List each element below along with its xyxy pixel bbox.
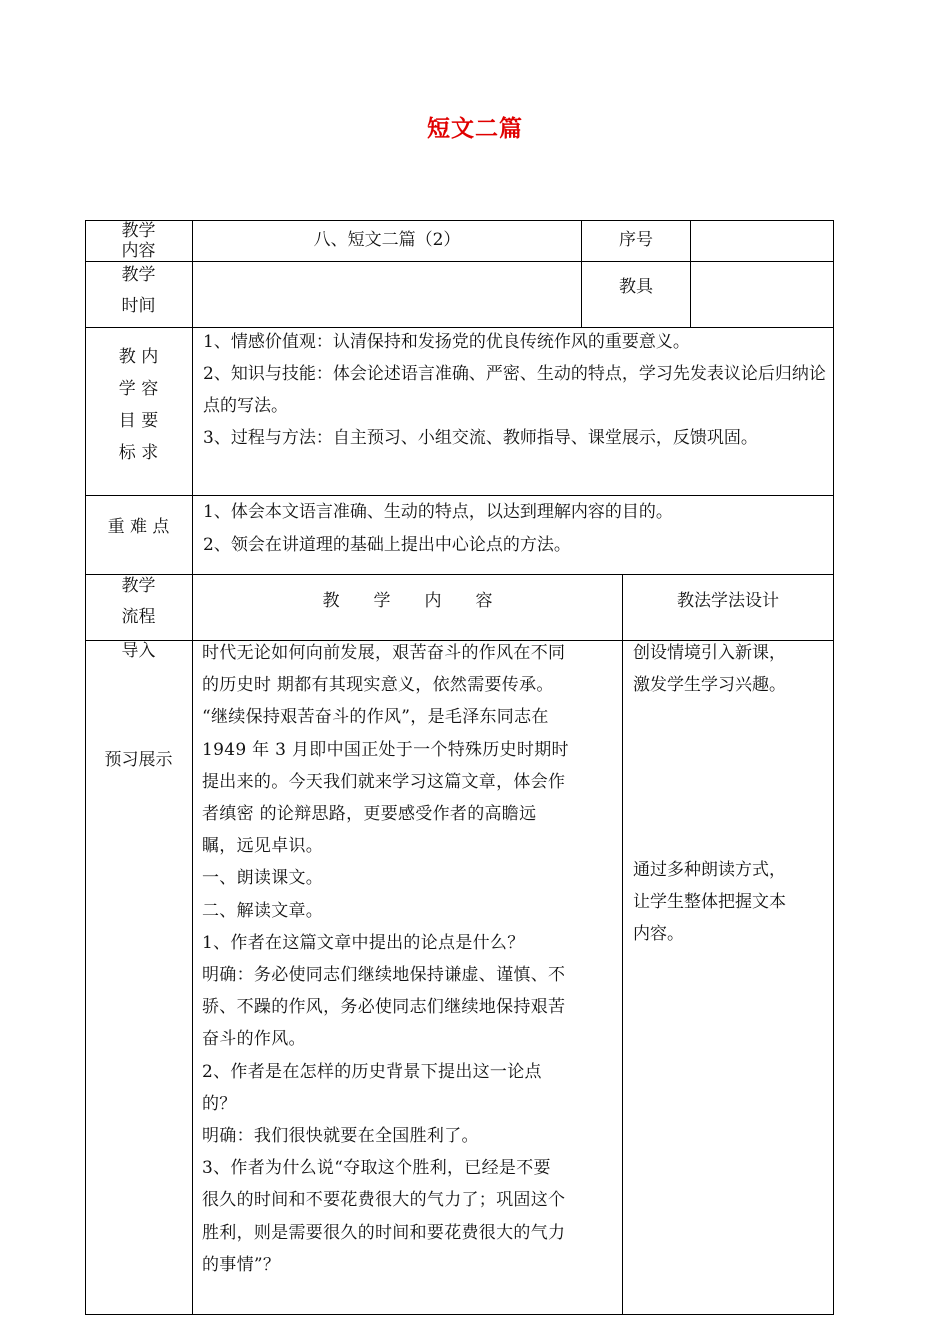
- content-line: 胜利，则是需要很久的时间和要花费很大的气力: [202, 1222, 566, 1243]
- column-divider: [690, 220, 691, 327]
- objective-item: 3、过程与方法：自主预习、小组交流、教师指导、课堂展示，反馈巩固。: [203, 428, 758, 448]
- content-line: 1949 年 3 月即中国正处于一个特殊历史时期时: [202, 739, 569, 760]
- key-point-item: 2、领会在讲道理的基础上提出中心论点的方法。: [203, 535, 571, 555]
- content-line: 明确：务必使同志们继续地保持谦虚、谨慎、不: [202, 965, 566, 986]
- method-note-reading: [633, 854, 829, 950]
- content-line: 的历史时 期都有其现实意义，依然需要传承。: [202, 675, 554, 696]
- content-line: 提出来的。今天我们就来学习这篇文章，体会作: [202, 771, 566, 792]
- row-divider: [85, 574, 834, 575]
- content-line: 很久的时间和不要花费很大的气力了；巩固这个: [202, 1190, 566, 1211]
- teaching-content-body: [202, 637, 618, 1281]
- method-note-line: 创设情境引入新课，: [633, 643, 786, 663]
- key-point-item: 1、体会本文语言准确、生动的特点，以达到理解内容的目的。: [203, 502, 673, 522]
- stage-intro-label: 导入: [121, 641, 156, 661]
- key-points-content: [203, 496, 827, 562]
- document-title: 短文二篇: [427, 115, 523, 142]
- key-points-label: 重 难 点: [107, 517, 170, 537]
- process-label: [85, 571, 192, 633]
- table-border-right: [833, 220, 834, 1315]
- method-note-line: 让学生整体把握文本: [633, 892, 786, 912]
- process-label-line2: 流程: [121, 607, 156, 627]
- method-note-intro: [633, 637, 829, 701]
- content-line: 者缜密 的论辩思路，更要感受作者的高瞻远: [202, 804, 537, 825]
- teaching-content-label: 教学内容: [121, 221, 156, 261]
- content-column-header: 教 学 内 容: [322, 591, 493, 611]
- content-line: 明确：我们很快就要在全国胜利了。: [202, 1126, 479, 1147]
- method-column-header: 教法学法设计: [677, 591, 779, 611]
- content-line: 一、朗读课文。: [202, 868, 324, 889]
- objectives-label-line4: 标 求: [118, 443, 159, 463]
- teaching-tools-label: 教具: [619, 277, 653, 297]
- content-line: 瞩，远见卓识。: [202, 836, 324, 857]
- content-line: 二、解读文章。: [202, 900, 324, 921]
- objectives-label-line3: 目 要: [118, 411, 159, 431]
- table-border-bottom: [85, 1314, 834, 1315]
- content-line: 骄、不躁的作风，务必使同志们继续地保持艰苦: [202, 997, 566, 1018]
- method-column-divider: [622, 574, 623, 1315]
- content-line: 3、作者为什么说“夺取这个胜利，已经是不要: [202, 1158, 551, 1179]
- method-note-line: 通过多种朗读方式，: [633, 860, 786, 880]
- stage-preview-label: 预习展示: [104, 750, 173, 770]
- objectives-label-line1: 教 内: [118, 347, 159, 367]
- content-line: 的事情”？: [202, 1254, 281, 1275]
- table-border-top: [85, 220, 834, 221]
- teaching-content-label-cell: [85, 220, 192, 261]
- teaching-time-label: [85, 260, 192, 322]
- lesson-title-value: 八、短文二篇（2）: [313, 230, 461, 250]
- content-line: 1、作者在这篇文章中提出的论点是什么？: [202, 932, 525, 953]
- teaching-time-label-line2: 时间: [121, 296, 156, 316]
- content-line: “继续保持艰苦奋斗的作风”，是毛泽东同志在: [202, 707, 549, 728]
- process-label-line1: 教学: [121, 576, 156, 596]
- content-line: 奋斗的作风。: [202, 1029, 306, 1050]
- label-column-divider: [192, 220, 193, 1315]
- objectives-content: [203, 326, 827, 454]
- row-divider: [85, 261, 834, 262]
- lesson-plan-table: [85, 220, 834, 1315]
- objectives-label-line2: 学 容: [118, 379, 159, 399]
- objectives-label: [85, 341, 192, 469]
- content-line: 的？: [202, 1093, 237, 1114]
- content-line: 2、作者是在怎样的历史背景下提出这一论点: [202, 1061, 542, 1082]
- content-line: 时代无论如何向前发展，艰苦奋斗的作风在不同: [202, 643, 566, 663]
- teaching-time-label-line1: 教学: [121, 265, 156, 285]
- objective-item: 1、情感价值观：认清保持和发扬党的优良传统作风的重要意义。: [203, 332, 690, 352]
- objective-item: 2、知识与技能：体会论述语言准确、严密、生动的特点，学习先发表议论后归纳论点的写法。: [203, 364, 826, 416]
- method-note-line: 激发学生学习兴趣。: [633, 675, 786, 695]
- method-note-line: 内容。: [633, 924, 684, 944]
- sequence-label: 序号: [619, 230, 653, 250]
